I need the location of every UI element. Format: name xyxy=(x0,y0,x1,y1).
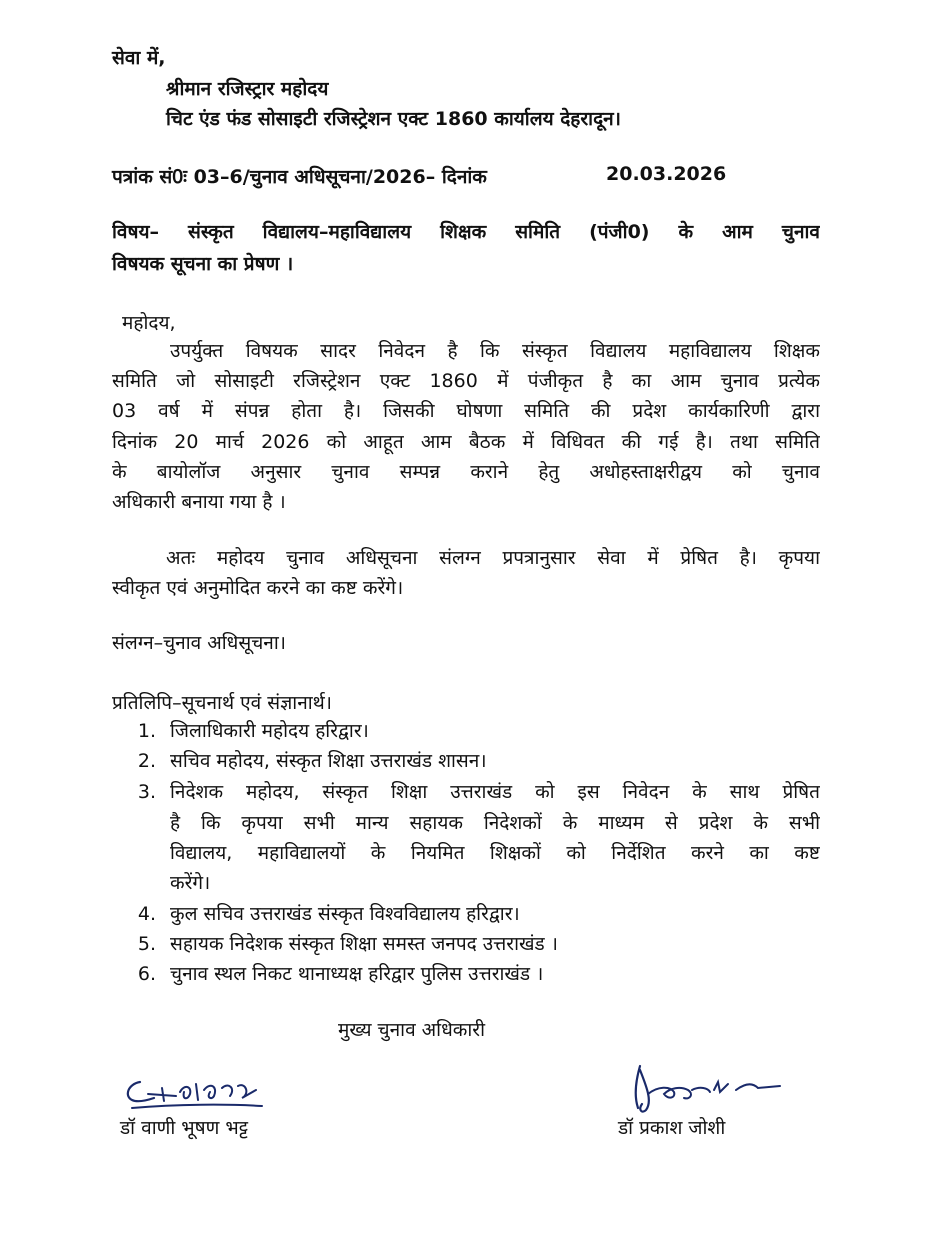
signature-title: मुख्य चुनाव अधिकारी xyxy=(338,1019,485,1041)
list-item: है कि कृपया सभी मान्य सहायक निदेशकों के माध्यम से प्रदेश के सभी xyxy=(170,812,820,834)
reference-number: पत्रांक सं0ः 03–6/चुनाव अधिसूचना/2026– दिनांक xyxy=(112,166,487,188)
list-item-number: 5. xyxy=(137,933,156,955)
list-item-number: 3. xyxy=(137,781,156,803)
list-item-number: 6. xyxy=(137,963,156,985)
paragraph-line: 03 वर्ष में संपन्न होता है। जिसकी घोषणा समिति की प्रदेश कार्यकारिणी द्वारा xyxy=(112,400,820,422)
paragraph-line: समिति जो सोसाइटी रजिस्ट्रेशन एक्ट 1860 में पंजीकृत है का आम चुनाव प्रत्येक xyxy=(112,370,820,392)
list-item: कुल सचिव उत्तराखंड संस्कृत विश्वविद्यालय हरिद्वार। xyxy=(170,903,520,925)
signature-right xyxy=(618,1060,788,1120)
paragraph-line: दिनांक 20 मार्च 2026 को आहूत आम बैठक में विधिवत की गई है। तथा समिति xyxy=(112,431,820,453)
list-item: करेंगे। xyxy=(170,872,211,894)
paragraph-line: के बायोलॉज अनुसार चुनाव सम्पन्न कराने हेतु अधोहस्ताक्षरीद्वय को चुनाव xyxy=(112,461,820,483)
salutation: सेवा में, xyxy=(112,47,166,69)
paragraph-line: अधिकारी बनाया गया है । xyxy=(112,491,286,513)
subject-line-2: विषयक सूचना का प्रेषण । xyxy=(112,253,294,275)
list-item: सचिव महोदय, संस्कृत शिक्षा उत्तराखंड शासन। xyxy=(170,750,487,772)
paragraph-line: अतः महोदय चुनाव अधिसूचना संलग्न प्रपत्रानुसार सेवा में प्रेषित है। कृपया xyxy=(166,547,820,569)
copy-to-heading: प्रतिलिपि–सूचनार्थ एवं संज्ञानार्थ। xyxy=(112,692,332,714)
greeting: महोदय, xyxy=(122,312,176,334)
list-item: विद्यालय, महाविद्यालयों के नियमित शिक्षकों को निर्देशित करने का कष्ट xyxy=(170,842,820,864)
list-item: चुनाव स्थल निकट थानाध्यक्ष हरिद्वार पुलिस उत्तराखंड । xyxy=(170,963,544,985)
list-item-number: 2. xyxy=(137,750,156,772)
reference-date: 20.03.2026 xyxy=(606,163,727,185)
paragraph-line: स्वीकृत एवं अनुमोदित करने का कष्ट करेंगे। xyxy=(112,577,404,599)
list-item: सहायक निदेशक संस्कृत शिक्षा समस्त जनपद उत्तराखंड । xyxy=(170,933,558,955)
subject-line-1: विषय– संस्कृत विद्यालय–महाविद्यालय शिक्षक समिति (पंजी0) के आम चुनाव xyxy=(112,221,820,243)
recipient-office: चिट एंड फंड सोसाइटी रजिस्ट्रेशन एक्ट 1860 कार्यालय देहरादून। xyxy=(166,108,621,130)
list-item-number: 1. xyxy=(137,720,156,742)
list-item: निदेशक महोदय, संस्कृत शिक्षा उत्तराखंड को इस निवेदन के साथ प्रेषित xyxy=(170,781,820,803)
list-item: जिलाधिकारी महोदय हरिद्वार। xyxy=(170,720,369,742)
signatory-left-name: डॉ वाणी भूषण भट्ट xyxy=(120,1117,249,1139)
list-item-number: 4. xyxy=(137,903,156,925)
enclosure: संलग्न–चुनाव अधिसूचना। xyxy=(112,632,286,654)
paragraph-line: उपर्युक्त विषयक सादर निवेदन है कि संस्कृत विद्यालय महाविद्यालय शिक्षक xyxy=(170,340,820,362)
signatory-right-name: डॉ प्रकाश जोशी xyxy=(618,1117,726,1139)
recipient-title: श्रीमान रजिस्ट्रार महोदय xyxy=(166,78,329,100)
